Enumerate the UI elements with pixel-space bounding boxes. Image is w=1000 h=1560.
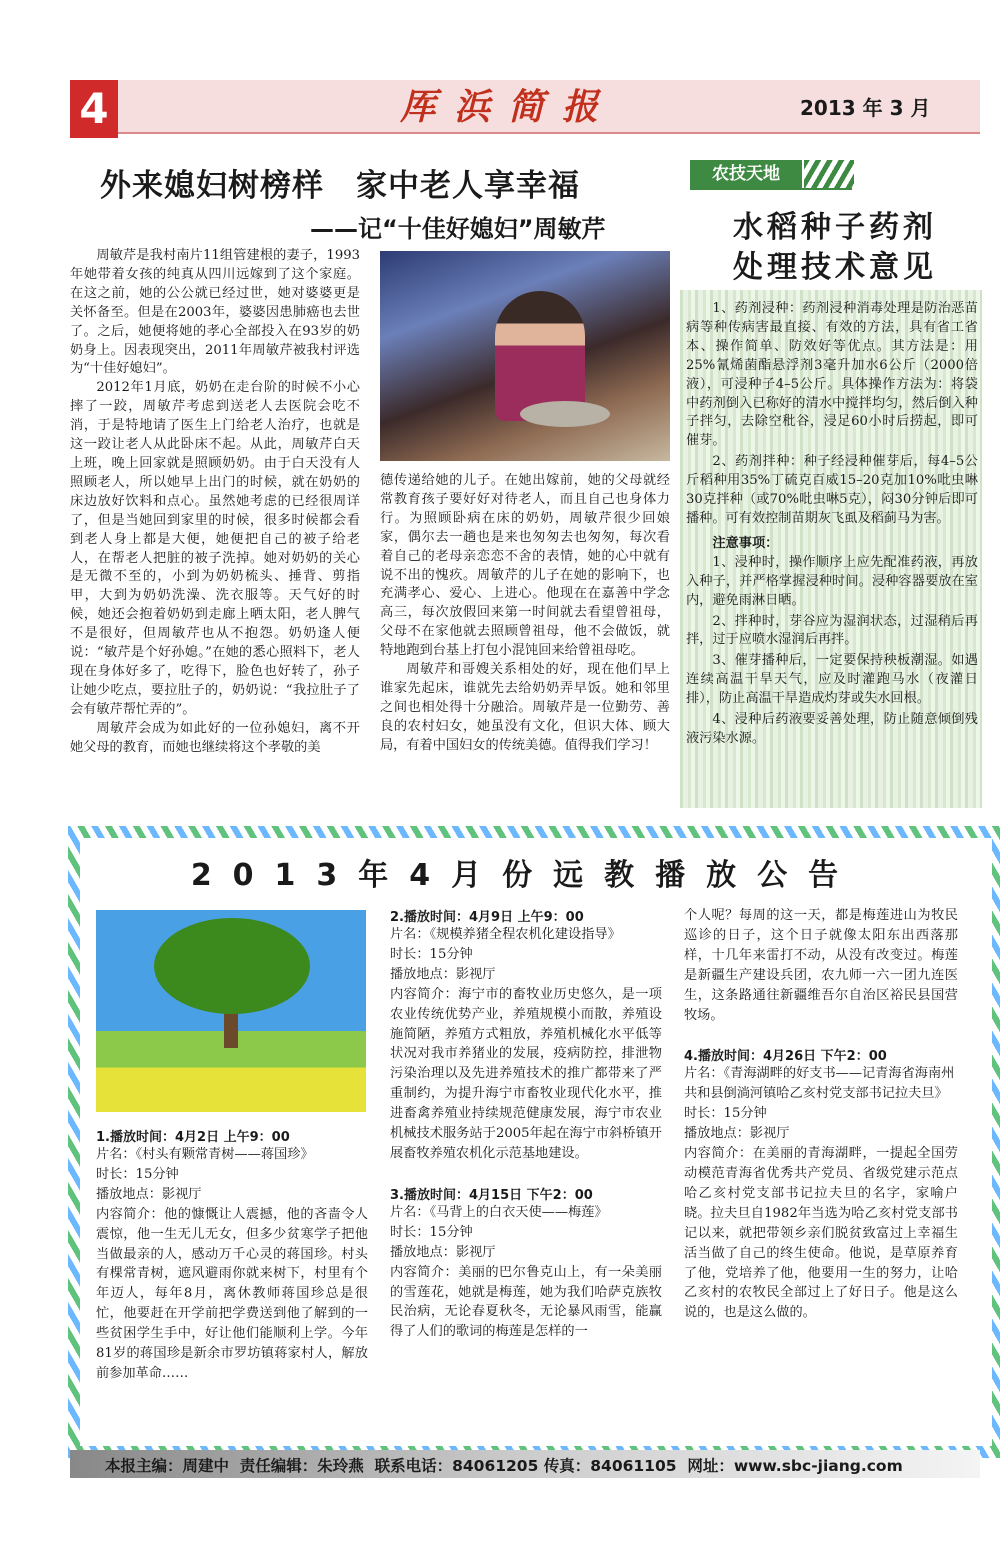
article-paragraph: 2012年1月底，奶奶在走台阶的时候不小心摔了一跤，周敏芹考虑到送老人去医院会吃不消，于是特地请了医生上门给老人治疗，也就是这一跤让老人从此卧床不起。从此，周敏芹白天上班，晚上回家就是照顾奶奶。由于白天没有人照顾老人，所以她早上出门的时候，就在奶奶的床边放好饮料和点心。虽然她考虑的已经很周详了，但是当她回到家里的时候，很多时候都会看到老人身上都是大便，她便把自己的被子给老人，在帮老人把脏的被子洗掉。她对奶奶的关心是无微不至的，小到为奶奶梳头、捶背、剪指甲，大到为奶奶洗澡、洗衣服等。天气好的时候，她还会抱着奶奶到走廊上晒太阳，老人脾气不是很好，但周敏芹也从不抱怨。奶奶逢人便说：“敏芹是个好孙媳。”在她的悉心照料下，老人现在身体好多了，吃得下，脸色也好转了，孙子让她少吃点，要拉肚子的，奶奶说：“我拉肚子了会有敏芹帮忙弄的”。 xyxy=(70,380,360,717)
notice-item-heading: 4.播放时间：4月26日 下午2：00 xyxy=(684,1049,887,1065)
notice-item-film: 片名：《村头有颗常青树——蒋国珍》 xyxy=(96,1147,314,1162)
sidebar-title-line: 处理技术意见 xyxy=(733,250,937,285)
sidebar-title-line: 水稻种子药剂 xyxy=(733,210,937,245)
notice-column-3 xyxy=(684,906,958,1323)
article-paragraph: 周敏芹是我村南片11组管建根的妻子，1993年她带着女孩的纯真从四川远嫁到了这个家庭。在这之前，她的公公就已经过世，她对婆婆更是关怀备至。但是在2003年，婆婆因患肺癌也去世了。之后，她便将她的孝心全部投入在93岁的奶奶身上。因表现突出，2011年周敏芹被我村评选为“十佳好媳妇”。 xyxy=(70,248,360,377)
notice-item-film: 片名：《马背上的白衣天使——梅莲》 xyxy=(390,1204,608,1220)
article-photo xyxy=(380,251,670,461)
tree-crown xyxy=(154,918,310,1014)
notice-item-location: 播放地点：影视厅 xyxy=(390,966,496,982)
section-tag-rule xyxy=(690,188,852,190)
article-paragraph: 周敏芹和哥嫂关系相处的好，现在他们早上谁家先起床，谁就先去给奶奶弄早饭。她和邻里之间也相处得十分融洽。周敏芹是一位勤劳、善良的农村妇女，她虽没有文化，但识大体、顾大局，有着中国妇女的传统美德。值得我们学习！ xyxy=(380,662,670,753)
notice-item-duration: 时长：15分钟 xyxy=(684,1106,767,1122)
notice-item-heading: 2.播放时间：4月9日 上午9：00 xyxy=(390,910,584,925)
sidebar-paragraph: 2、药剂拌种：种子经浸种催芽后，每4–5公斤稻种用35%丁硫克百威15–20克加10%吡虫啉30克拌种（或70%吡虫啉5克），闷30分钟后即可播种。可有效控制苗期灰飞虱及稻蓟马为害。 xyxy=(686,454,978,526)
sidebar-title xyxy=(690,208,980,288)
sidebar-body xyxy=(686,300,978,751)
article-column-2 xyxy=(380,472,670,756)
article-title: 外来媳妇树榜样 家中老人享幸福 xyxy=(100,168,580,204)
article-column-1 xyxy=(70,247,360,757)
notice-item-film: 片名：《规模养猪全程农机化建设指导》 xyxy=(390,927,621,942)
footer-credits: 本报主编：周建中 责任编辑：朱玲燕 联系电话：84061205 传真：84061105 网址：www.sbc-jiang.com xyxy=(105,1457,903,1475)
note-item: 2、拌种时，芽谷应为湿润状态，过湿稍后再拌，过于应喷水湿润后再拌。 xyxy=(686,613,978,648)
sidebar-paragraph: 1、药剂浸种：药剂浸种消毒处理是防治恶苗病等种传病害最直接、有效的方法，具有省工省本、操作简单、防效好等优点。其方法是：用25%氰烯菌酯悬浮剂3毫升加水6公斤（2000倍液），可浸种子4–5公斤。具体操作方法为：将袋中药剂倒入已称好的清水中搅拌均匀，然后倒入种子拌匀，去除空秕谷，浸足60小时后捞起，即可催芽。 xyxy=(686,301,978,449)
issue-date: 2013 年 3 月 xyxy=(800,96,931,120)
notice-item-intro-continued: 个人呢？每周的这一天，都是梅莲进山为牧民巡诊的日子，这个日子就像太阳东出西落那样，十几年来雷打不动，从没有改变过。梅莲是新疆生产建设兵团，农九师一六一团九连医生，这条路通往新疆维吾尔自治区裕民县国营牧场。 xyxy=(684,908,958,1023)
section-tag: 农技天地 xyxy=(690,160,802,188)
notice-item xyxy=(96,1126,368,1384)
notice-item-intro: 内容简介：在美丽的青海湖畔，一提起全国劳动模范青海省优秀共产党员、省级党建示范点哈乙亥村党支部书记拉夫旦的名字，家喻户晓。拉夫旦自1982年当选为哈乙亥村党支部书记以来，就把带领乡亲们脱贫致富过上幸福生活当做了自己的终生使命。他说，是草原养育了他，党培养了他，他要用一生的努力，让哈乙亥村的农牧民全部过上了好日子。他是这么说的，也是这么做的。 xyxy=(684,1146,958,1321)
article-paragraph: 德传递给她的儿子。在她出嫁前，她的父母就经常教育孩子要好好对待老人，而且自己也身体力行。为照顾卧病在床的奶奶，周敏芹很少回娘家，偶尔去一趟也是来也匆匆去也匆匆，每次看着自己的老母亲恋恋不舍的表情，她的心中就有说不出的愧疚。周敏芹的儿子在她的影响下，也充满孝心、爱心、上进心。他现在在嘉善中学念高三，每次放假回来第一时间就去看望曾祖母，父母不在家他就去照顾曾祖母，他不会做饭，就特地跑到台基上打包小混饨回来给曾祖母吃。 xyxy=(380,473,670,659)
note-item: 3、催芽播种后，一定要保持秧板潮湿。如遇连续高温干旱天气，应及时灌跑马水（夜灌日排），防止高温干旱造成灼芽或失水回根。 xyxy=(686,653,978,707)
tree-illustration xyxy=(96,910,366,1112)
notice-item-intro: 内容简介：海宁市的畜牧业历史悠久，是一项农业传统优势产业，养殖规模小而散，养殖设施简陋，养殖方式粗放，养殖机械化水平低等状况对我市养猪业的发展，疫病防控，排泄物污染治理以及先进养殖技术的推广都带来了严重制约，为提升海宁市畜牧业现代化水平，推进畜禽养殖业持续规范健康发展，海宁市农业机械技术服务站于2005年起在海宁市斜桥镇开展畜牧养殖农机化示范基地建设。 xyxy=(390,986,662,1161)
notice-item-duration: 时长：15分钟 xyxy=(390,946,473,962)
note-item: 1、浸种时，操作顺序上应先配准药液，再放入种子，并严格掌握浸种时间。浸种容器要放在室内，避免雨淋日晒。 xyxy=(686,554,978,608)
article-paragraph: 周敏芹会成为如此好的一位孙媳妇，离不开她父母的教育，而她也继续将这个孝敬的美 xyxy=(70,720,360,755)
page-number: 4 xyxy=(70,80,118,138)
notice-item-location: 播放地点：影视厅 xyxy=(684,1126,790,1142)
notice-item-intro: 内容简介：美丽的巴尔鲁克山上，有一朵美丽的雪莲花，她就是梅莲，她为我们哈萨克族牧民治病，无论春夏秋冬，无论暴风雨雪，能赢得了人们的歌词的梅莲是怎样的一 xyxy=(390,1264,662,1340)
photo-basin xyxy=(520,401,610,427)
notice-item-heading: 3.播放时间：4月15日 下午2：00 xyxy=(390,1187,593,1203)
notice-item-film: 片名：《青海湖畔的好支书——记青海省海南州共和县倒淌河镇哈乙亥村党支部书记拉夫旦》 xyxy=(684,1066,955,1102)
notice-item-location: 播放地点：影视厅 xyxy=(96,1186,202,1202)
article-subtitle: ——记“十佳好媳妇”周敏芹 xyxy=(310,215,606,243)
note-item: 4、浸种后药液要妥善处理，防止随意倾倒残液污染水源。 xyxy=(686,712,978,746)
notice-item-intro: 内容简介：他的慷慨让人震撼，他的吝啬令人震惊，他一生无儿无女，但多少贫寒学子把他当做最亲的人，感动万千心灵的蒋国珍。村头有棵常青树，遮风避雨你就来树下，村里有个年迈人，每年8月，离休教师蒋国珍总是很忙，他要赶在开学前把学费送到他了解到的一些贫困学生手中，好让他们能顺利上学。今年81岁的蒋国珍是新余市罗坊镇蒋家村人，解放前参加革命…… xyxy=(96,1206,368,1381)
notice-title: 2013年4月份远教播放公告 xyxy=(190,858,860,893)
paper-name: 厍浜简报 xyxy=(400,86,617,128)
notice-item-duration: 时长：15分钟 xyxy=(390,1224,473,1240)
notes-heading: 注意事项： xyxy=(712,535,779,551)
notice-item-duration: 时长：15分钟 xyxy=(96,1166,179,1182)
notice-item-heading: 1.播放时间：4月2日 上午9：00 xyxy=(96,1130,290,1145)
notice-item-location: 播放地点：影视厅 xyxy=(390,1244,496,1260)
section-tag-stripes xyxy=(804,160,854,188)
notice-column-2 xyxy=(390,906,662,1342)
